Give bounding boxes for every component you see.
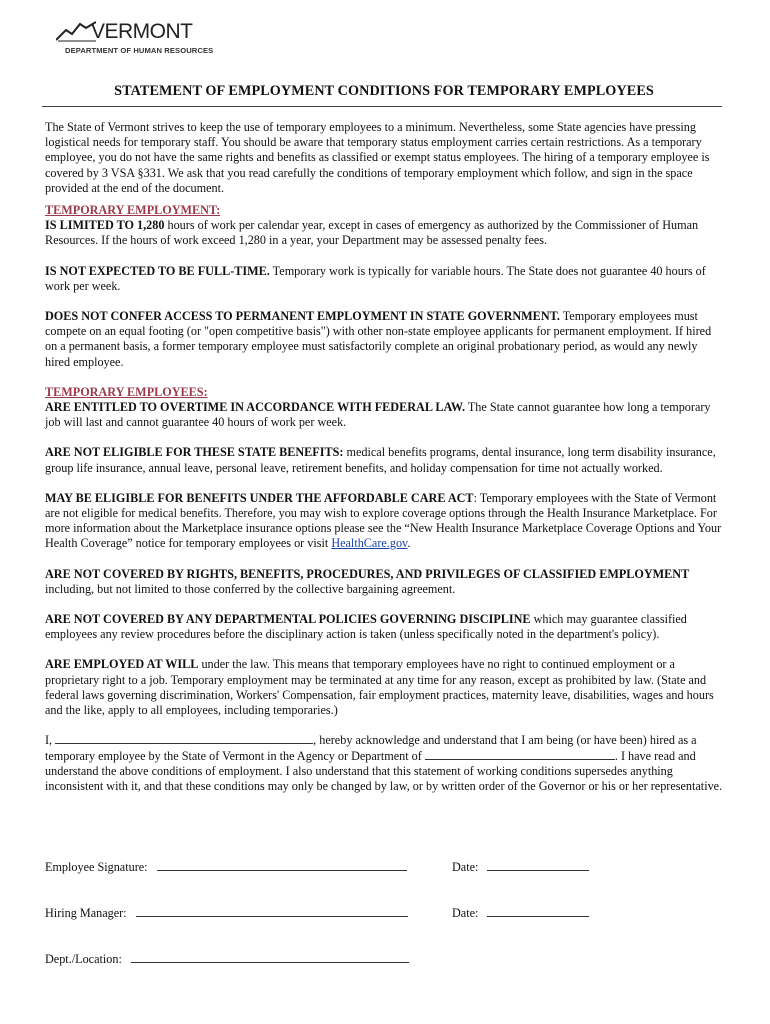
condition-lead: DOES NOT CONFER ACCESS TO PERMANENT EMPLOYMENT IN STATE GOVERNMENT.	[45, 309, 560, 324]
acknowledgment-paragraph	[45, 733, 725, 794]
condition-lead: ARE NOT ELIGIBLE FOR THESE STATE BENEFITS:	[45, 445, 344, 460]
condition-text: which may guarantee classified employees any review procedures before the disciplinary action is taken (unless specifically noted in the department's policy).	[45, 612, 687, 642]
dept-location-row	[45, 952, 409, 967]
condition-text: : Temporary employees with the State of Vermont are not eligible for medical benefits. Therefore, you may wish to explore coverage options through the Health Insurance Marketplace. For more information about the Marketplace insurance options please see the “New Health Insurance Marketplace Coverage Options and Your Health Coverage” notice for temporary employees or visit	[45, 490, 722, 551]
mountain-logo-icon	[56, 20, 96, 42]
condition-text: medical benefits programs, dental insurance, long term disability insurance, group life insurance, annual leave, personal leave, retirement benefits, and holiday compensation for time not actually worked.	[45, 445, 716, 475]
condition-paragraph	[45, 309, 725, 370]
dept-location-field[interactable]	[131, 952, 409, 963]
vermont-logo	[56, 20, 214, 58]
date-label: Date:	[452, 860, 479, 874]
date-label: Date:	[452, 906, 479, 920]
condition-lead: ARE ENTITLED TO OVERTIME IN ACCORDANCE WITH FEDERAL LAW.	[45, 400, 466, 415]
employee-date-field[interactable]	[487, 860, 589, 871]
hiring-manager-label: Hiring Manager:	[45, 906, 127, 920]
ack-text-1: I,	[45, 733, 56, 748]
hiring-manager-row	[45, 906, 408, 921]
healthcare-gov-link[interactable]: HealthCare.gov	[331, 536, 408, 551]
manager-date-field[interactable]	[487, 906, 589, 917]
employee-name-field[interactable]	[55, 733, 313, 744]
logo-wordmark: VERMONT	[91, 20, 193, 43]
condition-text: Temporary employees must compete on an equal footing (or "open competitive basis") with other non-state employee applicants for permanent employment. If hired on a permanent basis, a former temporary employee must satisfactorily complete an original probationary period, as would any newly hired employee.	[45, 309, 712, 369]
employee-signature-label: Employee Signature:	[45, 860, 148, 874]
condition-text: hours of work per calendar year, except in cases of emergency as authorized by the Commissioner of Human Resources. If the hours of work exceed 1,280 in a year, your Department may be assessed penalty fees.	[45, 218, 699, 248]
condition-paragraph	[45, 264, 725, 294]
ack-text-3: . I have read and understand the above conditions of employment. I also understand that this statement of working conditions supersedes anything inconsistent with it, and that these conditions may only be changed by law, or by written order of the Governor or his or her representative.	[45, 748, 723, 793]
condition-lead: ARE NOT COVERED BY ANY DEPARTMENTAL POLICIES GOVERNING DISCIPLINE	[45, 612, 531, 627]
dept-location-label: Dept./Location:	[45, 952, 122, 966]
ack-text-2: , hereby acknowledge and understand that I am being (or have been) hired as a temporary employee by the State of Vermont in the Agency or Department of	[45, 733, 697, 763]
condition-text: including, but not limited to those conferred by the collective bargaining agreement.	[45, 581, 456, 596]
condition-lead: ARE NOT COVERED BY RIGHTS, BENEFITS, PROCEDURES, AND PRIVILEGES OF CLASSIFIED EMPLOYMENT	[45, 566, 690, 581]
condition-paragraph	[45, 218, 725, 248]
condition-paragraph	[45, 612, 725, 642]
logo-department: DEPARTMENT OF HUMAN RESOURCES	[65, 46, 214, 55]
employee-signature-row	[45, 860, 407, 875]
condition-text: under the law. This means that temporary employees have no right to continued employment or a proprietary right to a job. Temporary employment may be terminated at any time for any reason, except as prohibited by law. (State and federal laws governing discrimination, Workers' Compensation, fair employment practices, maternity leave, disabilities, wages and hours and the like, apply to all employees, including temporaries.)	[45, 657, 714, 718]
date-row-2	[452, 906, 589, 921]
condition-text: The State cannot guarantee how long a temporary job will last and cannot guarantee 40 hours of work per week.	[45, 400, 711, 430]
condition-lead: ARE EMPLOYED AT WILL	[45, 657, 199, 672]
condition-paragraph	[45, 657, 725, 718]
condition-lead: IS LIMITED TO 1,280	[45, 218, 165, 233]
condition-paragraph	[45, 567, 725, 597]
page-title: STATEMENT OF EMPLOYMENT CONDITIONS FOR TEMPORARY EMPLOYEES	[114, 83, 654, 99]
condition-paragraph	[45, 445, 725, 475]
condition-paragraph	[45, 491, 725, 552]
condition-text-end: .	[407, 536, 411, 551]
section-heading-temporary-employment: TEMPORARY EMPLOYMENT:	[45, 203, 221, 218]
condition-paragraph	[45, 400, 725, 430]
employee-signature-field[interactable]	[157, 860, 407, 871]
condition-text: Temporary work is typically for variable hours. The State does not guarantee 40 hours of work per week.	[45, 263, 706, 293]
intro-paragraph: The State of Vermont strives to keep the use of temporary employees to a minimum. Nevertheless, some State agencies have pressing logistical needs for temporary staff. You should be aware that temporary status employment carries certain restrictions. As a temporary employee, you do not have the same rights and benefits as classified or exempt status employees. The hiring of a temporary employee is covered by 3 VSA §331. We ask that you read carefully the conditions of temporary employment which follow, and sign in the space provided at the end of the document.	[45, 120, 710, 195]
title-divider	[42, 106, 722, 107]
agency-department-field[interactable]	[425, 749, 615, 760]
hiring-manager-field[interactable]	[136, 906, 408, 917]
section-heading-temporary-employees: TEMPORARY EMPLOYEES:	[45, 384, 208, 399]
date-row-1	[452, 860, 589, 875]
document-body	[45, 120, 725, 794]
condition-lead: IS NOT EXPECTED TO BE FULL-TIME.	[45, 263, 270, 278]
condition-lead: MAY BE ELIGIBLE FOR BENEFITS UNDER THE AFFORDABLE CARE ACT	[45, 490, 474, 505]
